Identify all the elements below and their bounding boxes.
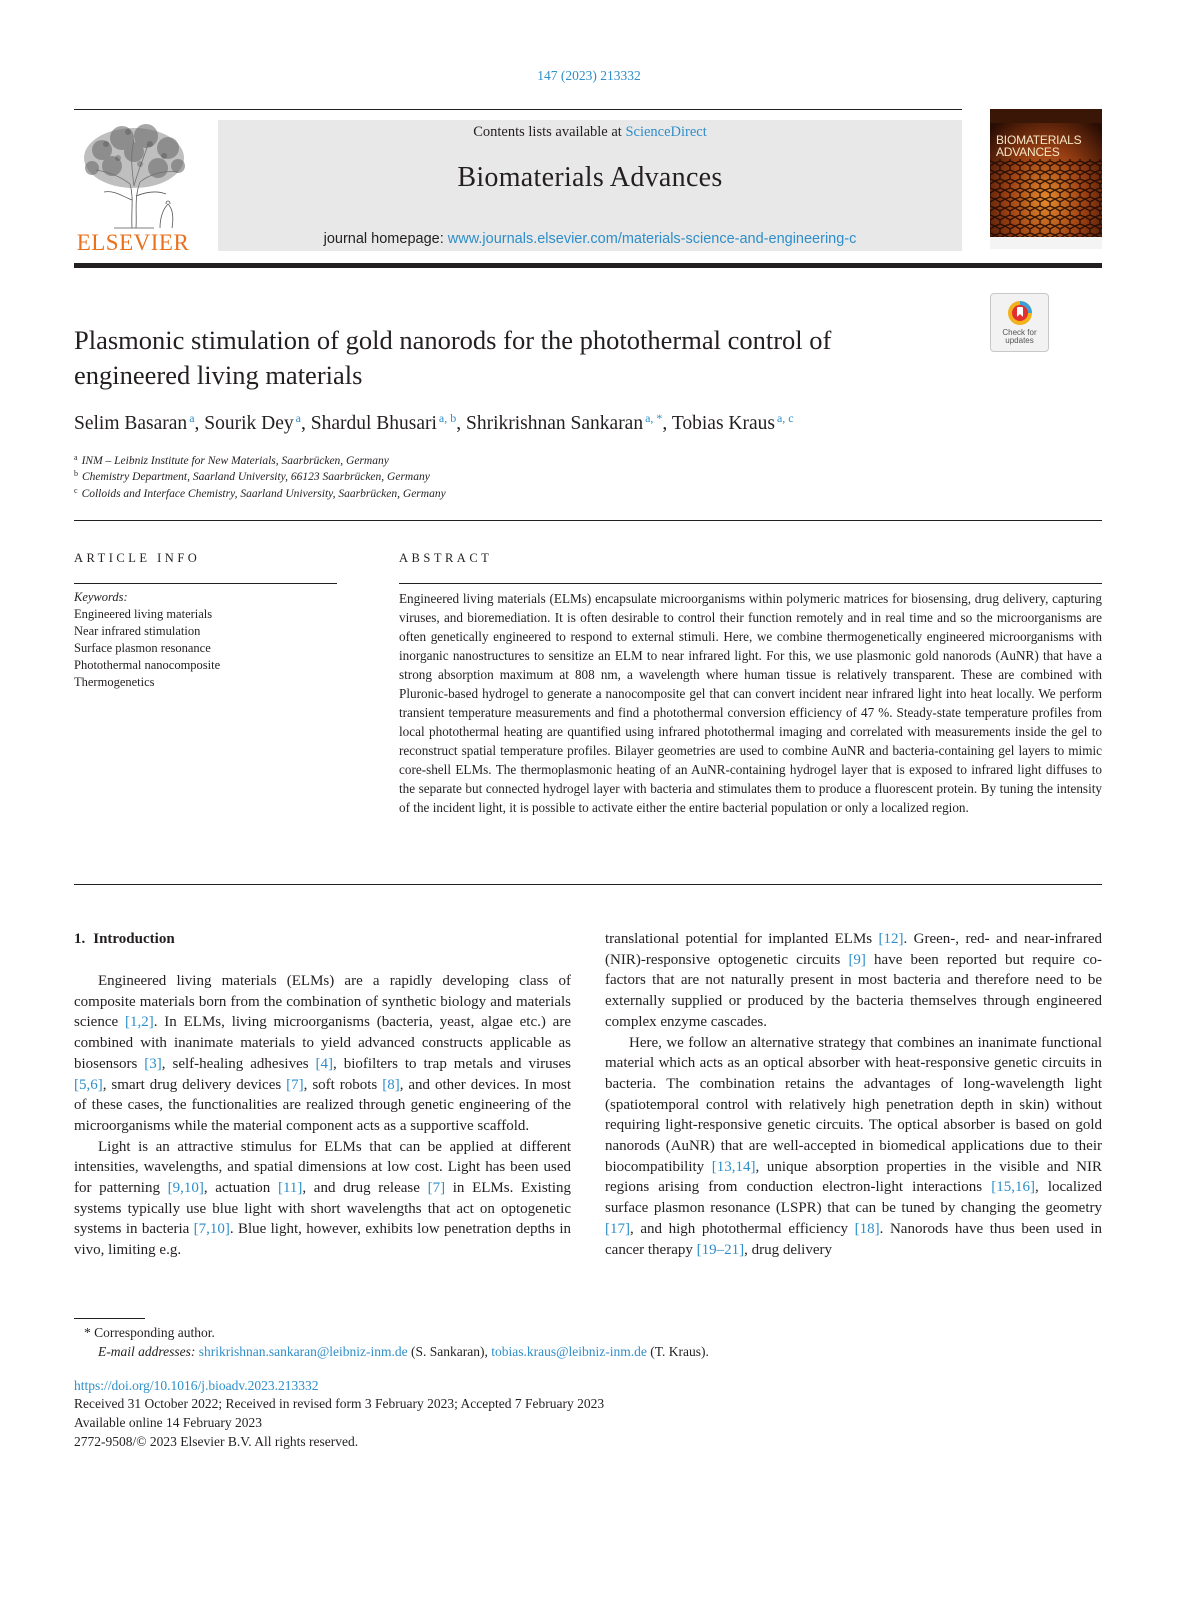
reference-link[interactable]: [12] — [878, 931, 904, 947]
body-text: , actuation — [203, 1180, 278, 1197]
journal-cover-image[interactable] — [990, 109, 1102, 249]
section-heading — [74, 931, 175, 948]
author-affiliation-mark[interactable]: a, b — [438, 411, 457, 425]
body-text: translational potential for implanted ELMs — [605, 931, 879, 947]
body-text: , drug delivery — [744, 1241, 832, 1258]
sciencedirect-link[interactable]: ScienceDirect — [625, 124, 707, 140]
copyright-line: 2772-9508/© 2023 Elsevier B.V. All rights reserved. — [74, 1434, 359, 1449]
journal-homepage-link[interactable]: www.journals.elsevier.com/materials-science-and-engineering-c — [447, 231, 857, 247]
body-text: , self-healing adhesives — [161, 1055, 316, 1072]
affiliation — [74, 486, 446, 500]
reference-link[interactable]: [11] — [277, 1180, 303, 1197]
article-info-rule — [74, 583, 337, 584]
email-link-kraus[interactable]: tobias.kraus@leibniz-inm.de — [491, 1344, 647, 1359]
abstract-text: Engineered living materials (ELMs) encapsulate microorganisms within polymeric matrices for biosensing, drug delivery, capturing viruses, and bioremediation. It is often desirable to control their function remotely and in real time and so the microorganisms are often genetically engineered to respond to external stimuli. Here, we combine thermogenetically engineered microorganisms with inorganic nanostructures to sensitize an ELM to near infrared light. For this, we use plasmonic gold nanorods (AuNR) that have a strong absorption maximum at 808 nm, a wavelength where human tissue is relatively transparent. These are combined with Pluronic-based hydrogel to generate a nanocomposite gel that can convert incident near infrared light into heat locally. We perform transient temperature measurements and find a photothermal conversion efficiency of 47 %. Steady-state temperature profiles from local photothermal heating are quantified using infrared photothermal imaging and correlated with measurements inside the gel to reconstruct spatial temperature profiles. Bilayer geometries are used to combine AuNR and bacteria-containing gel layers to mimic core-shell ELMs. The thermoplasmonic heating of an AuNR-containing hydrogel layer that is exposed to infrared light diffuses to the separate but connected hydrogel layer with bacteria and stimulates them to produce a fluorescent protein. By tuning the intensity of the incident light, it is possible to activate either the entire bacterial population or only a localized region. — [399, 591, 1102, 815]
article-title: Plasmonic stimulation of gold nanorods for the photothermal control of engineered living materials — [74, 325, 832, 390]
affiliation-mark: b — [74, 469, 78, 478]
article-info-heading: ARTICLE INFO — [74, 551, 201, 565]
reference-link[interactable]: [5,6] — [74, 1076, 103, 1093]
body-paragraph — [605, 1033, 1102, 1261]
keyword: Thermogenetics — [74, 675, 155, 689]
author-list: Selim Basaran $^a$, Sourik Dey $^a$, Shardul Bhusari $^{a, b}$, Shrikrishnan Sankaran $^{a, *}$, Tobias Kraus $^{a, c}$ — [74, 411, 794, 434]
affiliation-text: Colloids and Interface Chemistry, Saarland University, Saarbrücken, Germany — [81, 488, 446, 500]
body-paragraph — [605, 929, 1102, 1033]
reference-link[interactable]: [1,2] — [124, 1014, 154, 1031]
received-dates: Received 31 October 2022; Received in revised form 3 February 2023; Accepted 7 February 2023 — [74, 1396, 605, 1411]
author-name: Selim Basaran — [74, 413, 188, 434]
body-text: . Nanorods have thus been used in cancer therapy — [605, 1220, 1102, 1258]
reference-link[interactable]: [3] — [144, 1055, 162, 1072]
journal-citation-link[interactable]: 147 (2023) 213332 — [537, 68, 641, 83]
right-column — [605, 929, 1102, 1260]
email-link-sankaran[interactable]: shrikrishnan.sankaran@leibniz-inm.de — [198, 1344, 408, 1359]
journal-name: Biomaterials Advances — [457, 162, 723, 193]
author-affiliation-mark[interactable]: a — [295, 411, 301, 425]
abstract-rule — [399, 583, 1102, 584]
body-paragraph — [74, 1137, 571, 1261]
keywords-label: Keywords: — [74, 590, 128, 604]
doi-link[interactable]: https://doi.org/10.1016/j.bioadv.2023.213332 — [74, 1378, 319, 1393]
header-rule — [74, 109, 962, 110]
body-text: Engineered living materials (ELMs) are a rapidly developing class of composite materials born from the combination of synthetic biology and materials science — [74, 973, 571, 1031]
reference-link[interactable]: [8] — [382, 1076, 400, 1093]
left-column — [74, 971, 571, 1261]
reference-link[interactable]: [19–21] — [696, 1241, 745, 1258]
reference-link[interactable]: [15,16] — [991, 1179, 1035, 1196]
body-text: , and high photothermal efficiency — [630, 1220, 855, 1237]
contents-prefix: Contents lists available at — [473, 124, 626, 140]
crossmark-label: Check for updates — [1002, 328, 1037, 345]
section-title: Introduction — [93, 931, 175, 947]
reference-link[interactable]: [7] — [427, 1180, 446, 1197]
contents-line — [218, 124, 962, 141]
keyword: Near infrared stimulation — [74, 624, 201, 638]
email-label: E-mail addresses: — [98, 1344, 196, 1359]
body-text: . Green-, red- and near-infrared (NIR)-responsive optogenetic circuits — [605, 931, 1102, 968]
affiliation — [74, 453, 389, 467]
section-number: 1. — [74, 931, 86, 947]
body-text: , smart drug delivery devices — [102, 1076, 287, 1093]
author-affiliation-mark[interactable]: a, * — [645, 411, 663, 425]
abstract-heading: ABSTRACT — [399, 551, 493, 565]
publisher-wordmark: ELSEVIER — [76, 230, 190, 255]
body-text: , and other devices. In most of these cases, the functionalities are realized through genetic engineering of the microorganisms while the material component acts as a supportive scaffold. — [74, 1076, 572, 1134]
keyword: Photothermal nanocomposite — [74, 658, 221, 672]
reference-link[interactable]: [18] — [854, 1220, 880, 1237]
reference-link[interactable]: [17] — [605, 1220, 630, 1237]
body-text: have been reported but require co-factors that are not naturally present in most bacteria and therefore need to be externally supplied or produced by the bacteria themselves through engineered complex enzyme cascades. — [605, 951, 1102, 1030]
body-text: . Blue light, however, exhibits low penetration depths in vivo, limiting e.g. — [74, 1221, 571, 1259]
body-text: , soft robots — [303, 1076, 383, 1093]
cover-art-icon — [990, 109, 1102, 249]
header-thick-rule — [74, 263, 1102, 268]
keyword: Surface plasmon resonance — [74, 641, 211, 655]
author-affiliation-mark[interactable]: a, c — [776, 411, 794, 425]
email-addresses — [98, 1344, 709, 1360]
reference-link[interactable]: [4] — [315, 1055, 334, 1072]
homepage-prefix: journal homepage: — [323, 231, 448, 247]
email-suffix: (S. Sankaran), — [407, 1344, 492, 1359]
author-name: Shrikrishnan Sankaran — [466, 413, 644, 434]
footnote-rule — [74, 1318, 145, 1319]
affiliation-mark: a — [74, 453, 78, 462]
elsevier-tree-icon — [74, 120, 194, 230]
body-text: . In ELMs, living microorganisms (bacteria, yeast, algae etc.) are combined with inanimate materials to yield advanced constructs applicable as biosensors — [74, 1014, 571, 1072]
homepage-line — [218, 231, 962, 247]
affiliation — [74, 469, 430, 483]
body-text: Light is an attractive stimulus for ELMs that can be applied at different intensities, wavelengths, and spatial dimensions at low cost. Light has been used for patterning — [74, 1138, 571, 1197]
email-suffix: (T. Kraus). — [646, 1344, 709, 1359]
keywords-list — [74, 589, 220, 691]
check-for-updates-button[interactable] — [990, 293, 1049, 352]
author-name: Sourik Dey — [204, 413, 294, 434]
body-text: , unique absorption properties in the visible and NIR regions arising from conduction electron-light interactions — [605, 1158, 1103, 1196]
body-text: in ELMs. Existing systems typically use blue light with short wavelengths that act on optogenetic systems in bacteria — [74, 1180, 571, 1238]
affiliation-mark: c — [74, 486, 78, 495]
available-online-date: Available online 14 February 2023 — [74, 1415, 262, 1430]
body-text: Here, we follow an alternative strategy that combines an inanimate functional material which acts as an optical absorber with heat-responsive genetic circuits in bacteria. The combination retains the advantages of long-wavelength light (spatiotemporal control with relatively high penetration depth in skin) without requiring light-responsive genetic circuits. The optical absorber is based on gold nanorods (AuNR) that are well-accepted in biomedical applications due to their biocompatibility — [605, 1034, 1102, 1175]
reference-link[interactable]: [9,10] — [167, 1180, 204, 1197]
reference-link[interactable]: [13,14] — [711, 1158, 756, 1175]
cover-title: BIOMATERIALS ADVANCES — [996, 133, 1082, 159]
author-name: Tobias Kraus — [671, 413, 775, 434]
body-text: , localized surface plasmon resonance (LSPR) that can be tuned by changing the geometry — [605, 1179, 1102, 1217]
keyword: Engineered living materials — [74, 607, 213, 621]
author-affiliation-mark[interactable]: a — [189, 411, 195, 425]
corresponding-author-note: * Corresponding author. — [84, 1325, 215, 1340]
abstract-bottom-rule — [74, 884, 1102, 885]
body-paragraph — [74, 971, 571, 1137]
journal-masthead — [218, 120, 962, 251]
affiliation-rule — [74, 520, 1102, 521]
body-text: , biofilters to trap metals and viruses — [333, 1055, 571, 1072]
author-name: Shardul Bhusari — [310, 413, 437, 434]
affiliation-text: INM – Leibniz Institute for New Materials, Saarbrücken, Germany — [81, 455, 389, 467]
reference-link[interactable]: [9] — [848, 951, 866, 968]
reference-link[interactable]: [7] — [286, 1076, 304, 1093]
affiliation-text: Chemistry Department, Saarland University, 66123 Saarbrücken, Germany — [82, 471, 430, 483]
reference-link[interactable]: [7,10] — [193, 1221, 230, 1238]
body-text: , and drug release — [302, 1180, 428, 1197]
crossmark-icon — [1005, 298, 1035, 328]
